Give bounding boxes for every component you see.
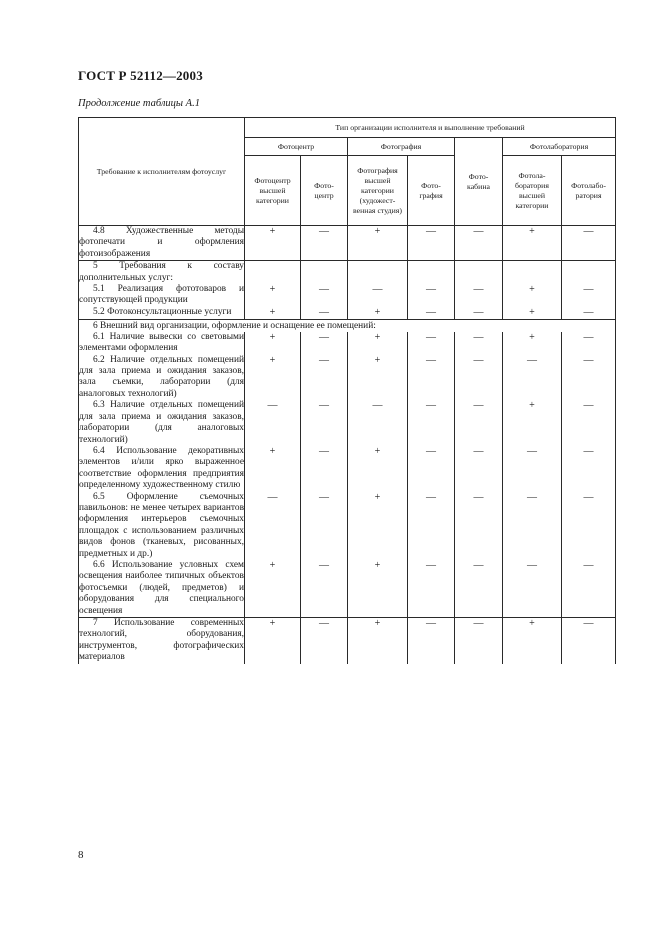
compliance-mark-cell: + [348, 618, 408, 664]
compliance-mark-cell: — [562, 446, 616, 492]
table-continuation-caption: Продолжение таблицы А.1 [78, 98, 200, 109]
compliance-mark-cell: — [301, 492, 348, 560]
compliance-mark-cell: — [562, 492, 616, 560]
table-row [79, 332, 616, 355]
compliance-mark-cell: — [503, 355, 562, 401]
group-header-photocenter: Фотоцентр [245, 138, 348, 156]
page-number: 8 [78, 849, 84, 861]
table-row [79, 400, 616, 446]
subheader-photolab: Фотолабо-ратория [562, 156, 616, 226]
requirement-column-header: Требование к исполнителям фотоуслуг [79, 118, 245, 226]
compliance-mark-cell: + [348, 226, 408, 261]
compliance-mark-cell: — [562, 284, 616, 307]
compliance-mark-cell: — [455, 307, 503, 320]
requirement-text: 6.6 Использование условных схем освещения наиболее типичных объектов фотосъемки (людей, предметов) и оборудования для специального освещения [79, 559, 244, 616]
requirement-text: 6.2 Наличие отдельных помещений для зала приема и ожидания заказов, зала съемки, лаборатории (для аналоговых технологий) [79, 354, 244, 399]
compliance-mark-cell [348, 261, 408, 284]
compliance-mark-cell: — [408, 560, 455, 618]
requirement-cell [79, 226, 245, 261]
requirement-text: 6.4 Использование декоративных элементов и/или ярко выраженное соответствие оформления предприятия определенному художественному стилю [79, 445, 244, 491]
compliance-mark-cell: + [245, 307, 301, 320]
requirement-cell [79, 355, 245, 401]
requirement-cell [79, 618, 245, 664]
compliance-mark-cell: + [348, 332, 408, 355]
requirement-text: 5.2 Фотоконсультационные услуги [93, 306, 232, 317]
requirement-cell [79, 560, 245, 618]
compliance-mark-cell [408, 261, 455, 284]
compliance-mark-cell: — [301, 618, 348, 664]
compliance-mark-cell [301, 261, 348, 284]
requirement-cell [79, 446, 245, 492]
group-header-photolab: Фотолаборатория [503, 138, 616, 156]
requirement-cell [79, 307, 245, 320]
compliance-mark-cell: + [245, 284, 301, 307]
requirement-text: 6.5 Оформление съемочных павильонов: не менее четырех вариантов оформления интерьеров съемочных площадок с использованием различных видов фонов (тканевых, рисованных, предметных и др.) [79, 491, 244, 559]
compliance-mark-cell: — [301, 284, 348, 307]
requirement-text: 5 Требования к составу дополнительных услуг: [79, 261, 244, 283]
requirement-cell [79, 332, 245, 355]
compliance-mark-cell: — [408, 492, 455, 560]
compliance-mark-cell: — [562, 355, 616, 401]
requirement-text: 4.8 Художественные методы фотопечати и оформления фотоизображения [79, 226, 244, 259]
compliance-mark-cell: — [455, 492, 503, 560]
compliance-mark-cell: + [503, 618, 562, 664]
compliance-mark-cell: — [455, 400, 503, 446]
compliance-mark-cell: — [455, 618, 503, 664]
section-heading-cell: 6 Внешний вид организации, оформление и оснащение ее помещений: [79, 319, 616, 332]
compliance-mark-cell: — [245, 400, 301, 446]
compliance-mark-cell: — [503, 560, 562, 618]
compliance-mark-cell: + [348, 307, 408, 320]
subheader-photography-top: Фотография высшей категории (художест-венная студия) [348, 156, 408, 226]
requirement-text: 7 Использование современных технологий, оборудования, инструментов, фотографических материалов [79, 618, 244, 663]
table-row [79, 284, 616, 307]
requirement-text: 6.3 Наличие отдельных помещений для зала приема и ожидания заказов, лаборатории (для аналоговых технологий) [79, 400, 244, 445]
compliance-mark-cell: — [408, 226, 455, 261]
requirement-cell [79, 492, 245, 560]
subheader-photocenter: Фото-центр [301, 156, 348, 226]
compliance-mark-cell: — [408, 332, 455, 355]
compliance-mark-cell: — [562, 226, 616, 261]
compliance-mark-cell: — [408, 400, 455, 446]
requirement-text: 5.1 Реализация фототоваров и сопутствующей продукции [79, 284, 244, 306]
compliance-mark-cell: — [301, 400, 348, 446]
compliance-mark-cell: — [562, 400, 616, 446]
requirement-cell [79, 400, 245, 446]
subheader-photolab-top: Фотола-боратория высшей категории [503, 156, 562, 226]
compliance-mark-cell: — [348, 400, 408, 446]
group-header-photography: Фотография [348, 138, 455, 156]
compliance-mark-cell: + [348, 560, 408, 618]
compliance-mark-cell: — [455, 332, 503, 355]
compliance-mark-cell: + [245, 446, 301, 492]
compliance-mark-cell: — [408, 355, 455, 401]
organization-type-header: Тип организации исполнителя и выполнение требований [245, 118, 616, 138]
compliance-mark-cell: — [301, 307, 348, 320]
compliance-mark-cell: — [408, 446, 455, 492]
compliance-mark-cell: + [245, 355, 301, 401]
compliance-mark-cell: — [503, 492, 562, 560]
compliance-mark-cell: + [348, 355, 408, 401]
group-header-photobooth: Фото-кабина [455, 138, 503, 226]
table-row [79, 307, 616, 320]
table-row [79, 492, 616, 560]
compliance-mark-cell: — [408, 307, 455, 320]
compliance-mark-cell: + [348, 446, 408, 492]
compliance-mark-cell: — [245, 492, 301, 560]
compliance-mark-cell: — [455, 560, 503, 618]
compliance-mark-cell: — [348, 284, 408, 307]
compliance-mark-cell: — [455, 446, 503, 492]
compliance-mark-cell: — [455, 284, 503, 307]
compliance-mark-cell: — [408, 284, 455, 307]
compliance-mark-cell: — [301, 226, 348, 261]
requirement-cell [79, 261, 245, 284]
compliance-mark-cell: + [503, 226, 562, 261]
table-row [79, 355, 616, 401]
compliance-mark-cell: — [408, 618, 455, 664]
compliance-mark-cell: + [503, 332, 562, 355]
compliance-mark-cell: + [348, 492, 408, 560]
requirement-cell [79, 284, 245, 307]
compliance-mark-cell: + [245, 226, 301, 261]
compliance-mark-cell: — [301, 446, 348, 492]
compliance-mark-cell: — [562, 618, 616, 664]
compliance-mark-cell: — [503, 446, 562, 492]
compliance-mark-cell: — [301, 560, 348, 618]
compliance-mark-cell: + [503, 284, 562, 307]
table-row [79, 261, 616, 284]
compliance-mark-cell: + [245, 332, 301, 355]
document-title: ГОСТ Р 52112—2003 [78, 68, 203, 83]
subheader-photocenter-top: Фотоцентр высшей категории [245, 156, 301, 226]
compliance-mark-cell: — [301, 332, 348, 355]
compliance-mark-cell: + [503, 307, 562, 320]
compliance-mark-cell [245, 261, 301, 284]
subheader-photography: Фото-графия [408, 156, 455, 226]
compliance-mark-cell [503, 261, 562, 284]
compliance-mark-cell: — [301, 355, 348, 401]
table-row [79, 618, 616, 664]
table-row [79, 319, 616, 332]
compliance-mark-cell: + [245, 560, 301, 618]
compliance-mark-cell: — [562, 332, 616, 355]
requirement-text: 6.1 Наличие вывески со световыми элементами оформления [79, 331, 244, 354]
compliance-mark-cell: — [562, 560, 616, 618]
table-row [79, 560, 616, 618]
compliance-mark-cell: — [455, 226, 503, 261]
compliance-mark-cell: — [455, 355, 503, 401]
compliance-mark-cell: — [562, 307, 616, 320]
compliance-mark-cell [455, 261, 503, 284]
compliance-mark-cell: + [245, 618, 301, 664]
requirements-table [78, 117, 616, 664]
compliance-mark-cell [562, 261, 616, 284]
table-row [79, 446, 616, 492]
compliance-mark-cell: + [503, 400, 562, 446]
table-row [79, 226, 616, 261]
